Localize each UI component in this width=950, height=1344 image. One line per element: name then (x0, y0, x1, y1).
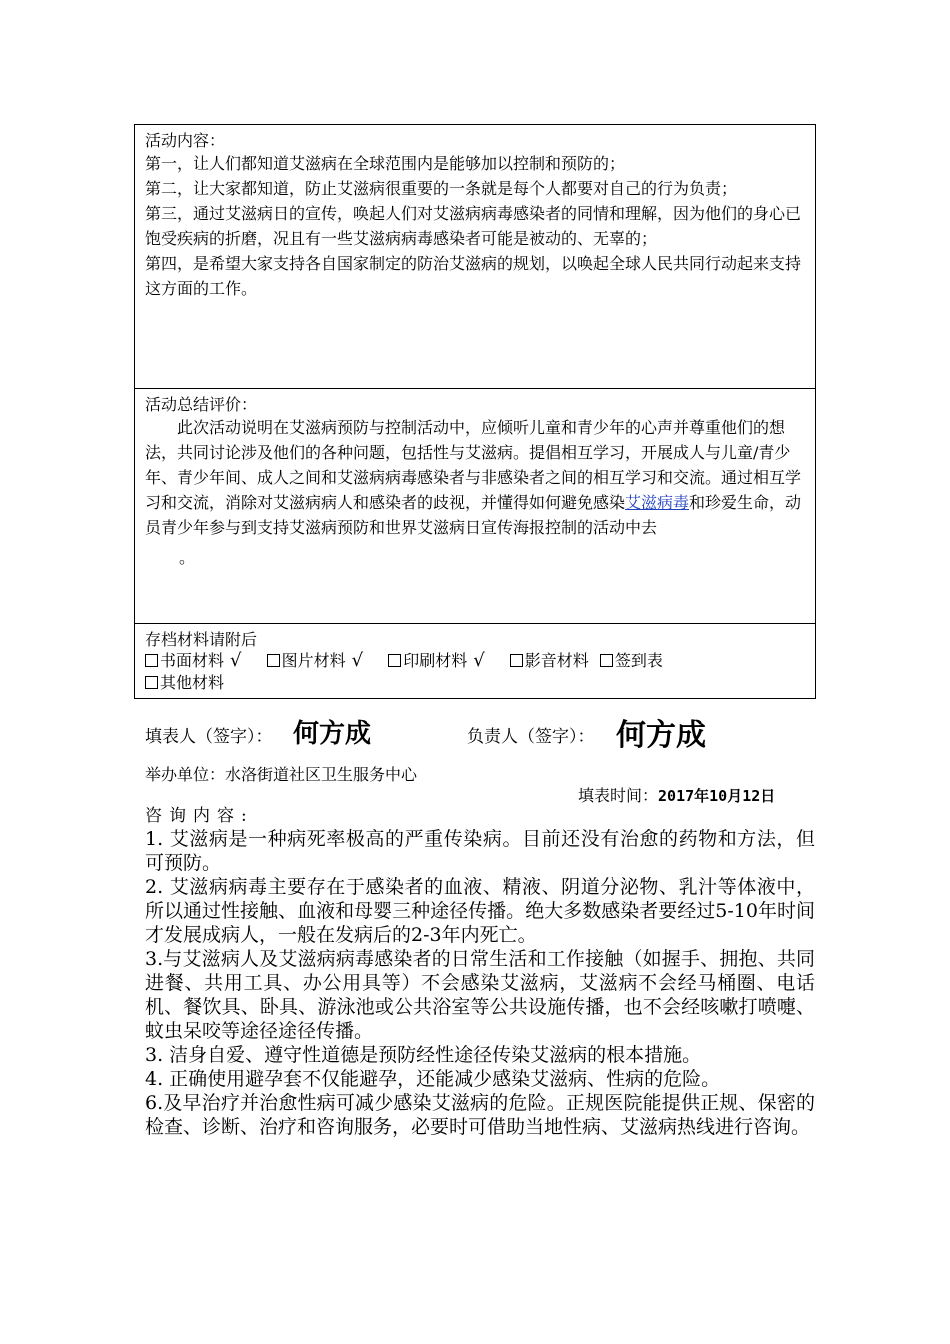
checkbox-square-icon (145, 676, 158, 689)
checkmark-icon: √ (230, 650, 242, 671)
consultation-item: 3. 洁身自爱、遵守性道德是预防经性途径传染艾滋病的根本措施。 (145, 1044, 702, 1066)
checkbox-sign-in-sheet[interactable] (600, 651, 663, 670)
consultation-item: 1. 艾滋病是一种病死率极高的严重传染病。目前还没有治愈的药物和方法，但可预防。 (145, 828, 815, 874)
checkbox-square-icon (267, 654, 280, 667)
checkbox-audio-video-materials[interactable] (510, 651, 589, 670)
consultation-title: 咨询内容: (145, 806, 254, 826)
checkbox-label: 影音材料 (524, 651, 589, 670)
activity-record-table (134, 124, 816, 699)
activity-item: 第二，让大家都知道，防止艾滋病很重要的一条就是每个人都要对自己的行为负责； (145, 179, 738, 198)
checkbox-printed-materials[interactable] (388, 651, 499, 670)
responsible-signature-name: 何方成 (616, 718, 706, 753)
checkbox-label: 书面材料 (160, 651, 225, 670)
checkbox-other-materials[interactable] (145, 673, 224, 692)
activity-summary-row (135, 389, 816, 624)
consultation-item: 2. 艾滋病病毒主要存在于感染者的血液、精液、阴道分泌物、乳汁等体液中，所以通过性接触、血液和母婴三种途径传播。绝大多数感染者要经过5-10年时间才发展成病人，一般在发病后的2-3年内死亡。 (145, 876, 815, 946)
fill-date (578, 783, 775, 806)
checkbox-label: 图片材料 (281, 651, 346, 670)
activity-item: 第三，通过艾滋病日的宣传，唤起人们对艾滋病病毒感染者的同情和理解，因为他们的身心已饱受疾病的折磨，况且有一些艾滋病病毒感染者可能是被动的、无辜的； (145, 204, 802, 248)
consultation-item: 6.及早治疗并治愈性病可减少感染艾滋病的危险。正规医院能提供正规、保密的检查、诊断、治疗和咨询服务，必要时可借助当地性病、艾滋病热线进行咨询。 (145, 1092, 815, 1138)
checkbox-label: 印刷材料 (403, 651, 468, 670)
fill-date-value: 2017年10月12日 (658, 787, 776, 805)
checkbox-written-materials[interactable] (145, 651, 256, 670)
archive-materials-label: 存档材料请附后 (145, 630, 258, 649)
filler-signature-label: 填表人（签字）： (145, 727, 273, 747)
summary-text-part: 此次活动说明在艾滋病预防与控制活动中，应倾听儿童和青少年的心声并尊重他们的想法，共同讨论涉及他们的各种问题，包括性与艾滋病。提倡相互学习，开展成人与儿童/青少年、青少年间、成人之间和艾滋病病毒感染者与非感染者之间的相互学习和交流。通过相互学习和交流，消除对艾滋病病人和感染者的歧视，并懂得如何避免感染 (145, 418, 802, 512)
checkbox-square-icon (510, 654, 523, 667)
checkbox-label: 其他材料 (160, 673, 225, 692)
checkbox-picture-materials[interactable] (267, 651, 378, 670)
activity-summary-text (145, 415, 805, 540)
activity-content-cell (135, 125, 816, 389)
filler-signature-name: 何方成 (293, 719, 372, 749)
aids-virus-link[interactable]: 艾滋病毒 (625, 493, 690, 512)
consultation-item: 3.与艾滋病人及艾滋病病毒感染者的日常生活和工作接触（如握手、拥抱、共同进餐、共用工具、办公用具等）不会感染艾滋病，艾滋病不会经马桶圈、电话机、餐饮具、卧具、游泳池或公共浴室等公共设施传播，也不会经咳嗽打喷嚏、蚊虫呆咬等途径途径传播。 (145, 948, 815, 1042)
fill-date-label: 填表时间： (578, 786, 659, 805)
checkbox-square-icon (600, 654, 613, 667)
checkmark-icon: √ (473, 650, 485, 671)
archive-materials-cell (135, 624, 816, 699)
activity-content-label: 活动内容： (145, 131, 226, 150)
activity-content-row (135, 125, 816, 389)
summary-text-part: 和珍爱生命，动员青少年参与到支持艾滋病预防和世界艾滋病日宣传海报控制的活动中去 (145, 493, 802, 537)
archive-materials-row (135, 624, 816, 699)
checkbox-square-icon (388, 654, 401, 667)
activity-summary-label: 活动总结评价： (145, 395, 258, 414)
checkbox-label: 签到表 (614, 651, 663, 670)
checkbox-square-icon (145, 654, 158, 667)
organizer-unit: 举办单位：水洛街道社区卫生服务中心 (145, 765, 418, 784)
signature-line (145, 712, 845, 752)
archive-checklist (145, 650, 805, 694)
activity-summary-cell (135, 389, 816, 624)
consultation-item: 4. 正确使用避孕套不仅能避孕，还能减少感染艾滋病、性病的危险。 (145, 1068, 721, 1090)
activity-item: 第四，是希望大家支持各自国家制定的防治艾滋病的规划，以唤起全球人民共同行动起来支持这方面的工作。 (145, 254, 802, 298)
responsible-signature-label: 负责人（签字）： (467, 727, 595, 747)
consultation-section (145, 805, 815, 1139)
checkmark-icon: √ (351, 650, 364, 671)
summary-trailing-period: 。 (179, 548, 196, 567)
activity-item: 第一，让人们都知道艾滋病在全球范围内是能够加以控制和预防的； (145, 154, 626, 173)
